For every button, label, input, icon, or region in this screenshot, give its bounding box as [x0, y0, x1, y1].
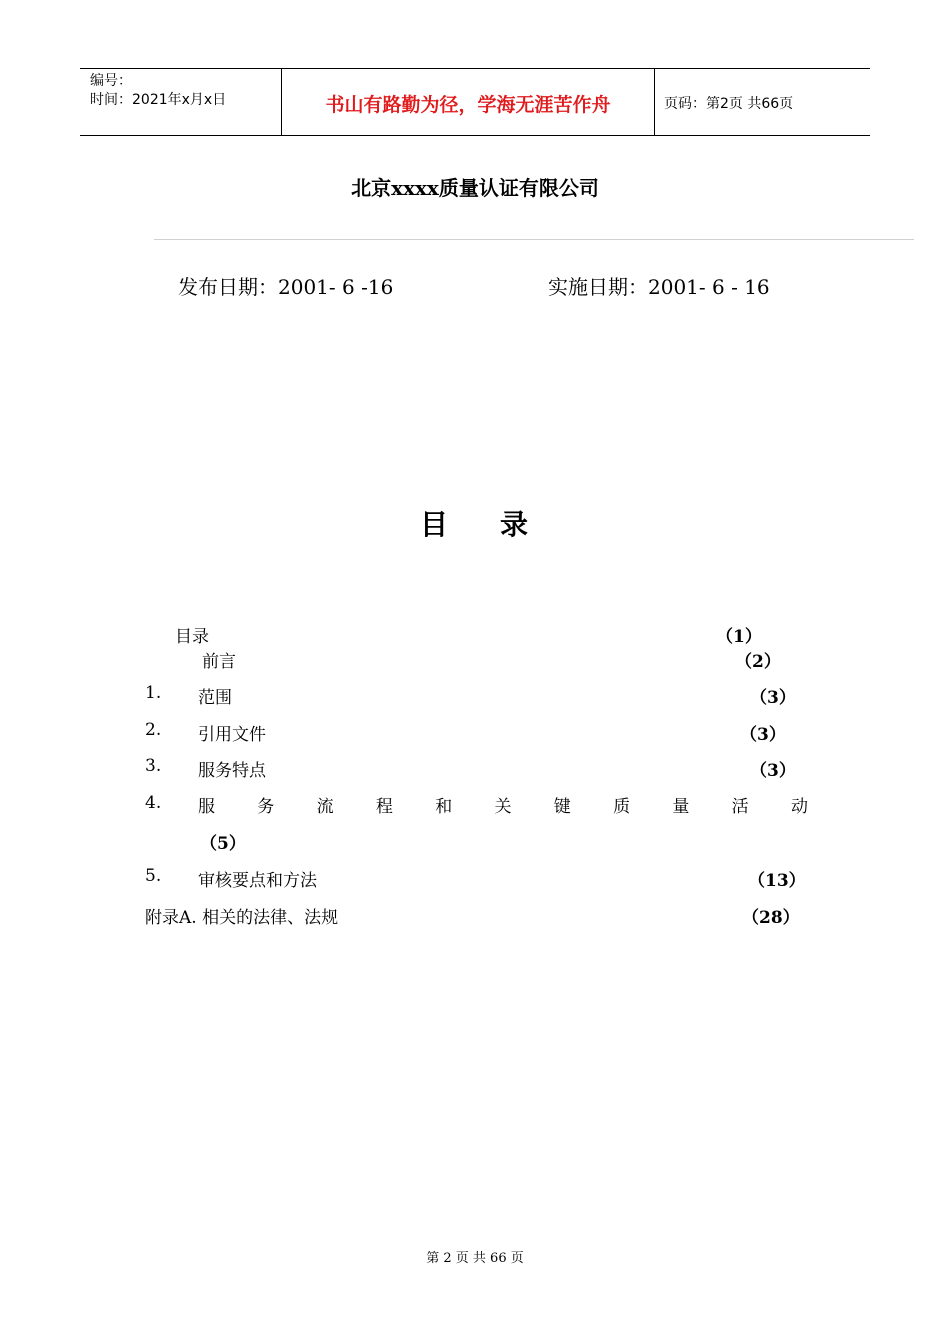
toc-entry-label[interactable]: 审核要点和方法: [198, 871, 317, 891]
toc-entry-page: （2）: [735, 652, 781, 672]
toc-entry-page: （3）: [750, 761, 796, 781]
toc-entry-number: 4.: [145, 793, 162, 813]
implement-date: 实施日期：2001- 6 - 16: [548, 275, 770, 299]
toc-entry-page: （13）: [748, 871, 806, 891]
publish-date: 发布日期：2001- 6 -16: [178, 275, 394, 299]
header-page-info: 页码：第2页 共66页: [664, 96, 794, 112]
toc-entry-label[interactable]: 范围: [198, 688, 232, 708]
toc-entry-page: （5）: [200, 834, 246, 854]
label-char: 关: [494, 797, 512, 817]
label-char: 程: [375, 797, 393, 817]
number-label: 编号：: [90, 73, 132, 89]
header-top-rule: [80, 68, 870, 69]
toc-entry-label-justified[interactable]: [198, 792, 808, 817]
label-char: 键: [553, 797, 571, 817]
toc-entry-page: （3）: [740, 725, 786, 745]
header-meta: [90, 72, 226, 110]
toc-entry-label[interactable]: 目录: [175, 627, 209, 647]
label-char: 活: [731, 797, 749, 817]
company-rule: [154, 239, 914, 240]
toc-entry-page: （1）: [716, 627, 762, 647]
toc-entry-label[interactable]: 引用文件: [198, 725, 266, 745]
toc-entry-page: （3）: [750, 688, 796, 708]
toc-entry-number: 5.: [145, 866, 162, 886]
toc-title: 目录: [420, 508, 581, 541]
toc-entry-label[interactable]: 前言: [202, 652, 236, 672]
label-char: 质: [613, 797, 631, 817]
toc-entry-label[interactable]: 附录A. 相关的法律、法规: [145, 908, 339, 928]
header-bottom-rule: [80, 135, 870, 136]
toc-entry-number: 2.: [145, 720, 162, 740]
toc-entry-page: （28）: [742, 908, 800, 928]
header-motto: 书山有路勤为径，学海无涯苦作舟: [325, 94, 611, 116]
time-label: 时间：2021年x月x日: [90, 92, 227, 108]
label-char: 务: [257, 797, 275, 817]
label-char: 服: [198, 797, 215, 817]
toc-entry-number: 1.: [145, 683, 162, 703]
label-char: 动: [790, 797, 808, 817]
company-name: 北京xxxx质量认证有限公司: [351, 176, 599, 200]
label-char: 量: [672, 797, 690, 817]
header-divider-2: [654, 68, 655, 136]
label-char: 和: [435, 797, 453, 817]
toc-entry-label[interactable]: 服务特点: [198, 761, 266, 781]
toc-entry-number: 3.: [145, 756, 162, 776]
label-char: 流: [316, 797, 334, 817]
page-footer: 第 2 页 共 66 页: [426, 1251, 524, 1266]
